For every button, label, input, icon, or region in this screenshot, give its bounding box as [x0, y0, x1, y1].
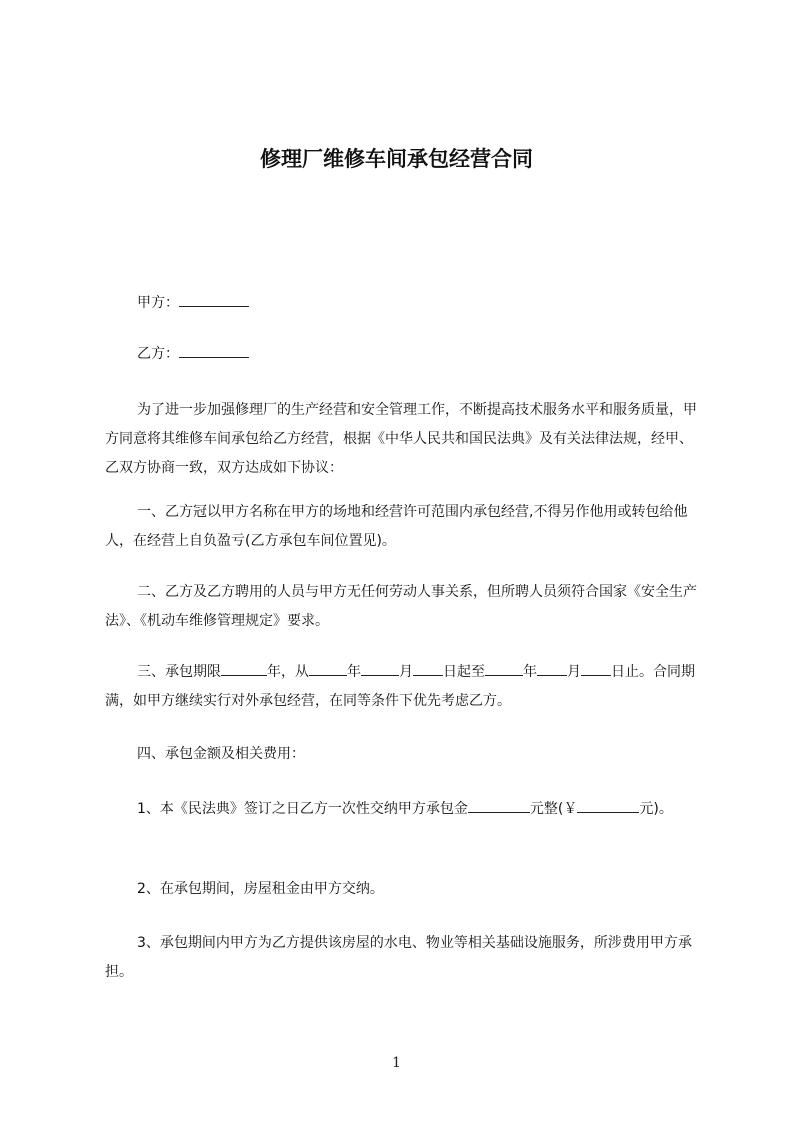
item-1-prefix: 1、本《民法典》签订之日乙方一次性交纳甲方承包金: [137, 801, 468, 817]
clause-3-day-end: 日止。: [611, 664, 653, 680]
party-a-label: 甲方：: [137, 295, 179, 311]
item-1-mid: 元整(￥: [529, 801, 578, 817]
clause-1-paragraph: 一、乙方冠以甲方名称在甲方的场地和经营许可范围内承包经营,不得另作他用或转包给他人，在经营上自负盈亏(乙方承包车间位置见)。: [105, 504, 688, 549]
clause-4-heading: 四、承包金额及相关费用：: [137, 746, 305, 762]
clause-3-month: 月: [399, 664, 413, 680]
page-title: 修理厂维修车间承包经营合同: [260, 147, 533, 171]
end-month-blank: [537, 661, 567, 676]
start-day-blank: [413, 661, 443, 676]
clause-3-day-to: 日起至: [443, 664, 485, 680]
start-year-blank: [309, 661, 347, 676]
party-b-line: [105, 340, 705, 369]
clause-3-continuation: 合同期满，如甲方继续实行对外承包经营，在同等条件下优先考虑乙方。: [105, 664, 695, 709]
party-a-line: [105, 289, 705, 318]
clause-3-paragraph: [105, 658, 705, 716]
party-b-blank: [179, 343, 249, 358]
end-year-blank: [485, 661, 523, 676]
end-day-blank: [581, 661, 611, 676]
term-years-blank: [221, 661, 267, 676]
clause-3-month-end: 月: [567, 664, 581, 680]
party-a-blank: [179, 292, 249, 307]
contract-amount-blank: [468, 798, 530, 813]
clause-2-paragraph: 二、乙方及乙方聘用的人员与甲方无任何劳动人事关系，但所聘人员须符合国家《安全生产法》、《机动车维修管理规定》要求。: [105, 584, 697, 629]
item-2-paragraph: 2、在承包期间，房屋租金由甲方交纳。: [137, 881, 384, 897]
preamble-paragraph: 为了进一步加强修理厂的生产经营和安全管理工作，不断提高技术服务水平和服务质量，甲方同意将其维修车间承包给乙方经营，根据《中华人民共和国民法典》及有关法律法规，经甲、乙双方协商一致，双方达成如下协议：: [105, 402, 697, 476]
clause-3-year-word: 年，从: [267, 664, 309, 680]
page-number: 1: [392, 1055, 401, 1071]
clause-3-year: 年: [347, 664, 361, 680]
item-3-paragraph: 3、承包期间内甲方为乙方提供该房屋的水电、物业等相关基础设施服务，所涉费用甲方承担。: [105, 935, 692, 980]
item-1-paragraph: [105, 795, 705, 824]
clause-3-year-end: 年: [523, 664, 537, 680]
contract-amount-figure-blank: [577, 798, 639, 813]
clause-3-prefix: 三、承包期限: [137, 664, 221, 680]
item-1-suffix: 元)。: [639, 801, 673, 817]
party-b-label: 乙方：: [137, 346, 179, 362]
start-month-blank: [361, 661, 399, 676]
